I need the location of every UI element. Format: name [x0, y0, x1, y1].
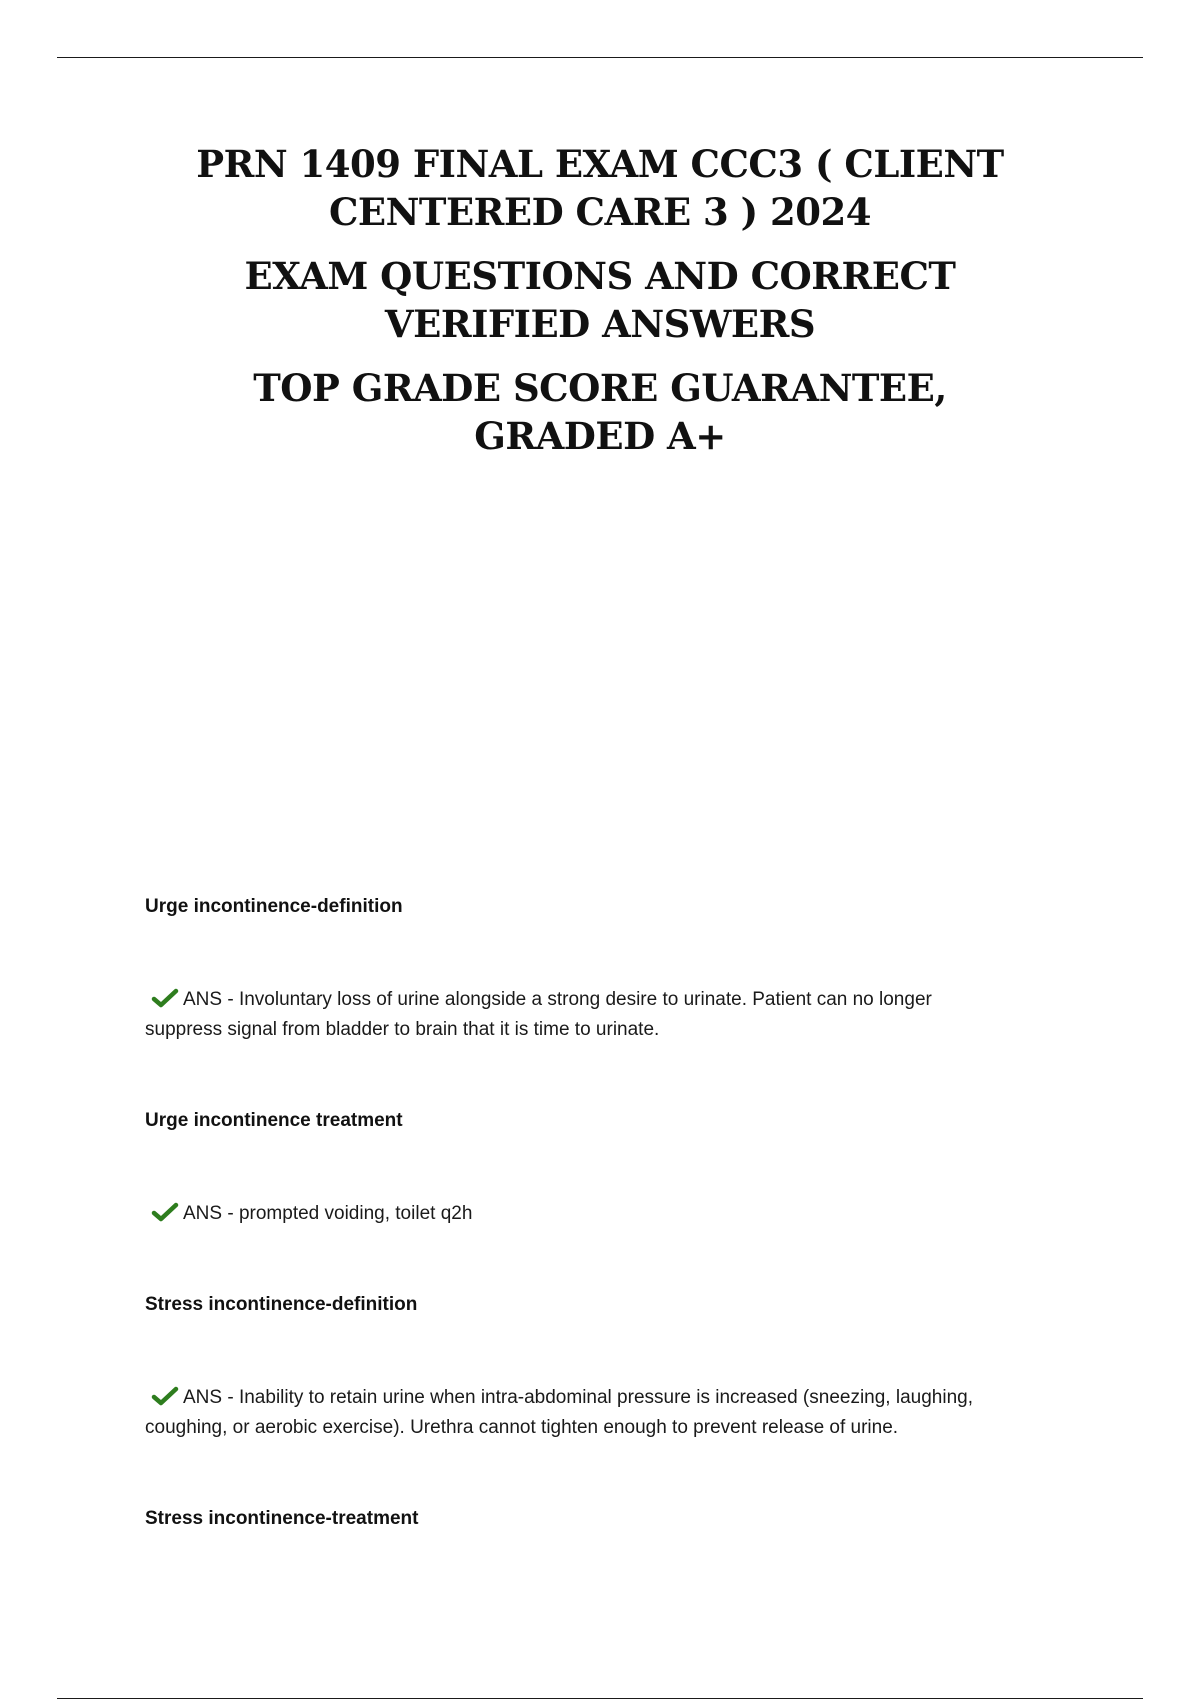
bottom-rule — [57, 1698, 1143, 1699]
title-line: GRADED A+ — [474, 414, 726, 458]
title-group-2 — [120, 252, 1080, 348]
title-group-3 — [120, 364, 1080, 460]
answer-text-continued: coughing, or aerobic exercise). Urethra cannot tighten enough to prevent release of urine. — [145, 1417, 899, 1438]
title-line: CENTERED CARE 3 ) 2024 — [328, 190, 872, 234]
answer-2 — [145, 1199, 1065, 1229]
question-2: Urge incontinence treatment — [145, 1110, 403, 1131]
top-rule — [57, 57, 1143, 58]
answer-label: ANS — [183, 1387, 223, 1408]
answer-text: - Inability to retain urine when intra-abdominal pressure is increased (sneezing, laughing, — [222, 1387, 973, 1408]
title-line: VERIFIED ANSWERS — [384, 302, 816, 346]
question-1: Urge incontinence-definition — [145, 896, 403, 917]
answer-label: ANS — [183, 989, 223, 1010]
title-group-1 — [120, 140, 1080, 236]
check-icon — [151, 1202, 179, 1222]
title-line: TOP GRADE SCORE GUARANTEE, — [253, 366, 947, 410]
answer-text: - prompted voiding, toilet q2h — [222, 1203, 473, 1224]
question-4: Stress incontinence-treatment — [145, 1508, 419, 1529]
title-line: PRN 1409 FINAL EXAM CCC3 ( CLIENT — [196, 142, 1004, 186]
answer-3 — [145, 1383, 1065, 1443]
answer-text-continued: suppress signal from bladder to brain that it is time to urinate. — [145, 1019, 660, 1040]
document-title — [120, 140, 1080, 476]
answer-1 — [145, 985, 1065, 1045]
check-icon — [151, 988, 179, 1008]
answer-text: - Involuntary loss of urine alongside a strong desire to urinate. Patient can no longer — [222, 989, 932, 1010]
title-line: EXAM QUESTIONS AND CORRECT — [244, 254, 956, 298]
check-icon — [151, 1386, 179, 1406]
answer-label: ANS — [183, 1203, 223, 1224]
question-3: Stress incontinence-definition — [145, 1294, 418, 1315]
